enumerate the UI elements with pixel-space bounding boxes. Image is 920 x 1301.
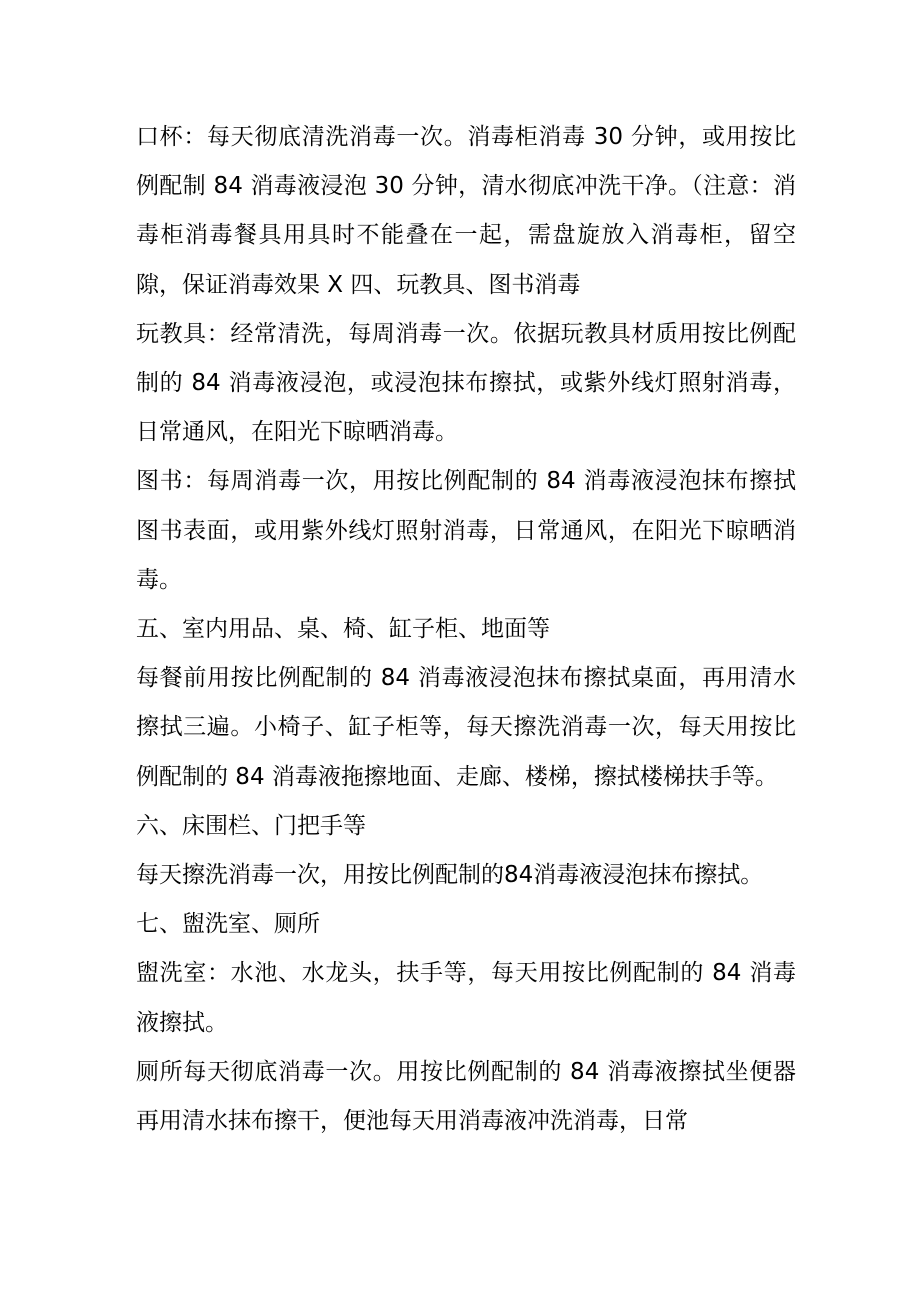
paragraph-books: 图书：每周消毒一次，用按比例配制的 84 消毒液浸泡抹布擦拭图书表面，或用紫外线灯照射消毒，日常通风，在阳光下晾晒消毒。 — [136, 468, 796, 593]
paragraph-toilet: 厕所每天彻底消毒一次。用按比例配制的 84 消毒液擦拭坐便器再用清水抹布擦干，便池每天用消毒液冲洗消毒，日常 — [136, 1058, 796, 1135]
document-body — [136, 113, 796, 1146]
paragraph-indoor-items: 每餐前用按比例配制的 84 消毒液浸泡抹布擦拭桌面，再用清水擦拭三遍。小椅子、缸子柜等，每天擦洗消毒一次，每天用按比例配制的 84 消毒液拖擦地面、走廊、楼梯，擦拭楼梯扶手等。 — [136, 665, 796, 790]
section-heading-indoor-items: 五、室内用品、桌、椅、缸子柜、地面等 — [136, 616, 550, 643]
section-heading-bed-rails: 六、床围栏、门把手等 — [136, 812, 366, 839]
section-heading-washroom: 七、盥洗室、厕所 — [136, 911, 320, 938]
paragraph-cups-and-toys-heading: 口杯：每天彻底清洗消毒一次。消毒柜消毒 30 分钟，或用按比例配制 84 消毒液浸泡 30 分钟，清水彻底冲洗干净。（注意：消毒柜消毒餐具用具时不能叠在一起，需盘旋放入消毒柜，留空隙，保证消毒效果 X 四、玩教具、图书消毒 — [136, 124, 796, 298]
paragraph-washroom: 盥洗室：水池、水龙头，扶手等，每天用按比例配制的 84 消毒液擦拭。 — [136, 960, 796, 1036]
paragraph-bed-rails: 每天擦洗消毒一次，用按比例配制的84消毒液浸泡抹布擦拭。 — [136, 862, 764, 889]
paragraph-toys: 玩教具：经常清洗，每周消毒一次。依据玩教具材质用按比例配制的 84 消毒液浸泡，或浸泡抹布擦拭，或紫外线灯照射消毒，日常通风，在阳光下晾晒消毒。 — [136, 320, 796, 446]
